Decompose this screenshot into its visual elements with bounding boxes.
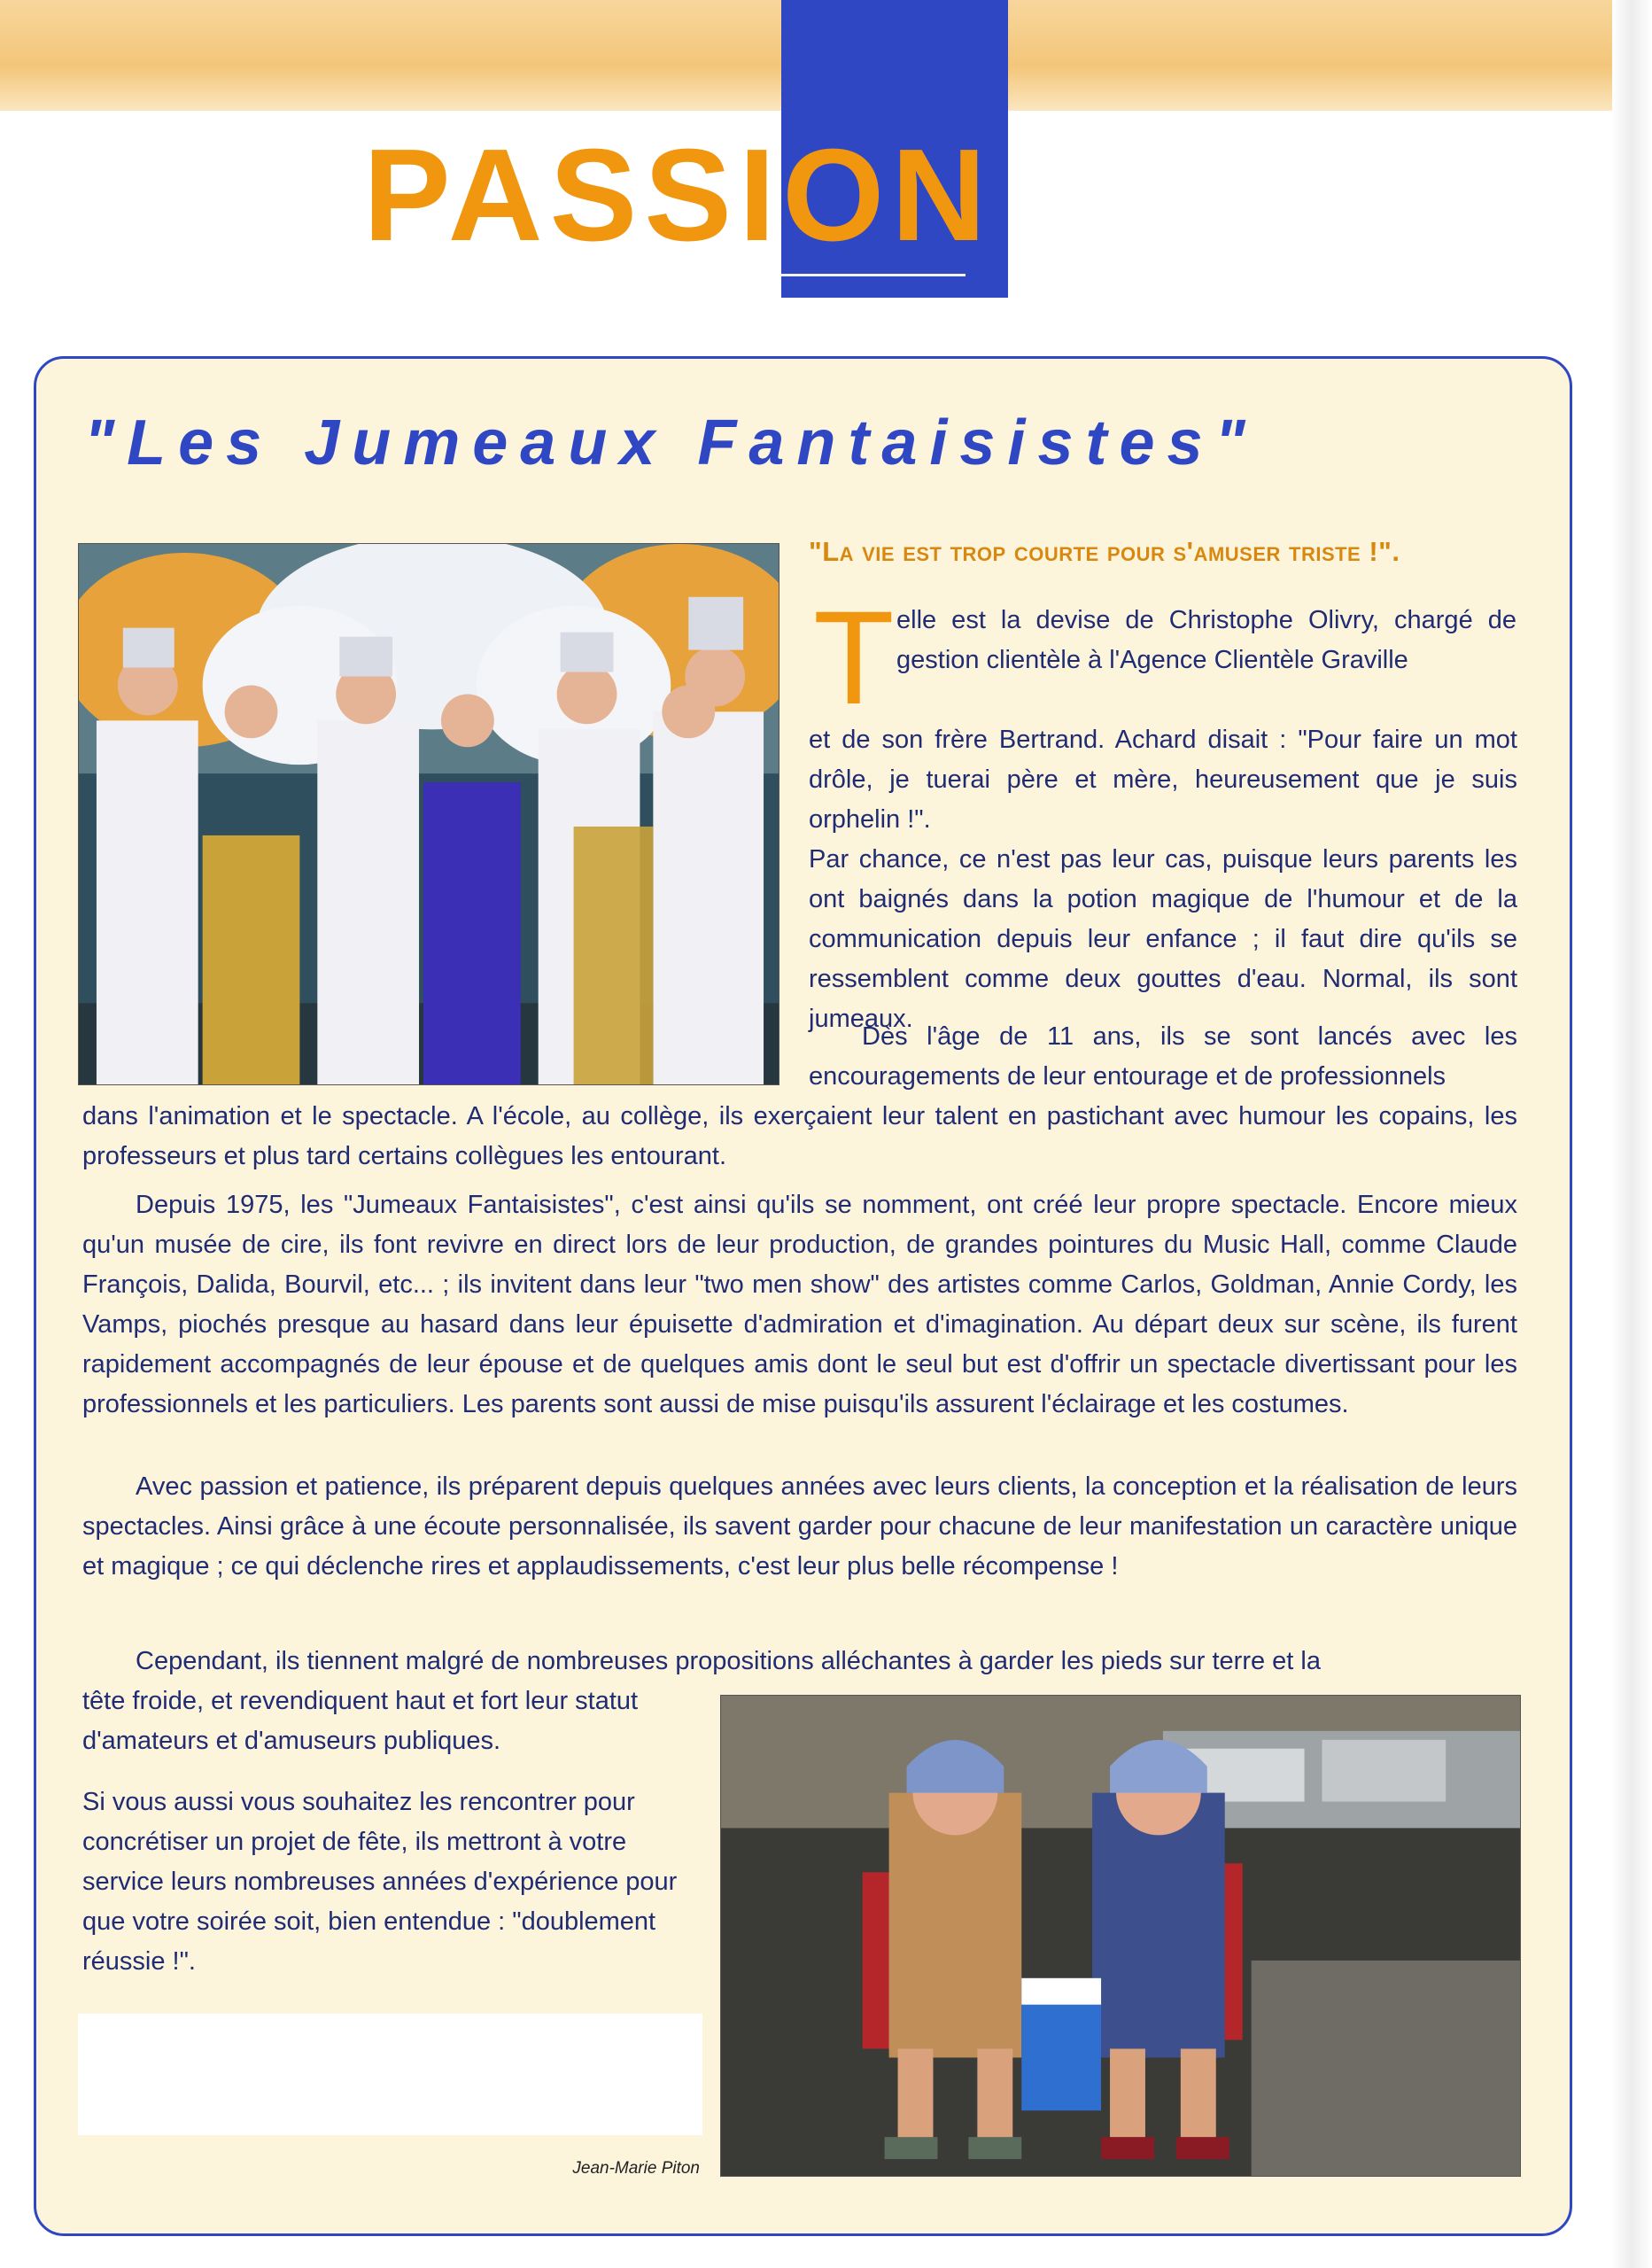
- paragraph-1-start: elle est la devise de Christophe Olivry, chargé de gestion clientèle à l'Agence Clientèle Graville: [896, 606, 1516, 674]
- article-title: "Les Jumeaux Fantaisistes": [84, 408, 1258, 478]
- paragraph-7: Si vous aussi vous souhaitez les rencontrer pour concrétiser un projet de fête, ils mettront à votre service leurs nombreuses années d'expérience pour que votre soirée soit, bien entendue : "doublement réussie !".: [82, 1788, 678, 1976]
- paragraph-4: Depuis 1975, les "Jumeaux Fantaisistes", c'est ainsi qu'ils se nomment, ont créé leur propre spectacle. Encore mieux qu'un musée de cire, ils font revivre en direct lors de leur production, de grandes pointures du Music Hall, comme Claude François, Dalida, Bourvil, etc... ; ils invitent dans leur "two men show" des artistes comme Carlos, Goldman, Annie Cordy, les Vamps, piochés presque au hasard dans leur épuisette d'admiration et d'imagination. Au départ deux sur scène, ils furent rapidement accompagnés de leur épouse et de quelques amis dont le seul but est d'offrir un spectacle divertissant pour les professionnels et les particuliers. Les parents sont aussi de mise puisqu'ils assurent l'éclairage et les costumes.: [82, 1191, 1517, 1418]
- show-troupe-photo: [78, 543, 779, 1085]
- paragraph-5: Avec passion et patience, ils préparent depuis quelques années avec leurs clients, la conception et la réalisation de leurs spectacles. Ainsi grâce à une écoute personnalisée, ils savent garder pour chacune de leur manifestation un caractère unique et magique ; ce qui déclenche rires et applaudissements, c'est leur plus belle récompense !: [82, 1472, 1517, 1581]
- paragraph-2: Par chance, ce n'est pas leur cas, puisque leurs parents les ont baignés dans la potion magique de l'humour et de la communication depuis leur enfance ; il faut dire qu'ils se ressemblent comme deux gouttes d'eau. Normal, ils sont jumeaux.: [809, 845, 1517, 1033]
- paragraph-6-rest: tête froide, et revendiquent haut et fort leur statut d'amateurs et d'amuseurs publiques.: [82, 1687, 639, 1755]
- twins-costume-photo: [720, 1695, 1521, 2177]
- header-divider: [781, 274, 966, 276]
- page-title: PASSION: [363, 122, 994, 268]
- paragraph-6-start: Cependant, ils tiennent malgré de nombreuses propositions alléchantes à garder les pieds sur terre et la: [136, 1647, 1321, 1675]
- drop-cap: T: [813, 583, 895, 732]
- photo-credit: Jean-Marie Piton: [572, 2159, 700, 2178]
- page-edge: [1612, 0, 1652, 2268]
- paragraph-1-2-column: [809, 720, 1517, 1039]
- paragraph-3-start: Dès l'âge de 11 ans, ils se sont lancés avec les encouragements de leur entourage et de professionnels: [809, 1022, 1517, 1091]
- blank-label-box: [78, 2014, 702, 2135]
- paragraph-1-rest: et de son frère Bertrand. Achard disait : "Pour faire un mot drôle, je tuerai père et mère, heureusement que je suis orphelin !".: [809, 726, 1517, 834]
- paragraph-3-rest: dans l'animation et le spectacle. A l'école, au collège, ils exerçaient leur talent en pastichant avec humour les copains, les professeurs et plus tard certains collègues les entourant.: [82, 1102, 1517, 1170]
- article-tagline: "La vie est trop courte pour s'amuser triste !".: [809, 536, 1400, 567]
